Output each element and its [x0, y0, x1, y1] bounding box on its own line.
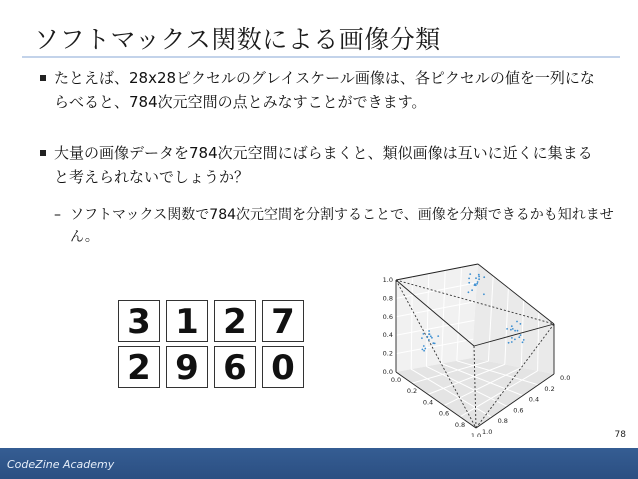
scatter-point	[422, 349, 424, 351]
scatter-point	[516, 321, 518, 323]
scatter-point	[478, 274, 480, 276]
scatter-point	[511, 337, 513, 339]
scatter-point	[429, 333, 431, 335]
digit-image	[118, 300, 160, 342]
bullet-square-icon	[40, 150, 46, 156]
x-tick-label: 1.0	[470, 432, 482, 437]
x-tick-label: 0.6	[438, 409, 450, 418]
scatter-point	[468, 291, 470, 293]
digit-label: 2	[127, 348, 151, 388]
sub-bullet-item	[54, 204, 614, 248]
scatter-point	[474, 284, 476, 286]
digit-image	[118, 346, 160, 388]
scatter-point	[522, 341, 524, 343]
digit-image	[214, 300, 256, 342]
digit-image	[214, 346, 256, 388]
scatter-point	[423, 345, 425, 347]
bullet-square-icon	[40, 75, 46, 81]
y-tick-label: 0.0	[382, 368, 393, 376]
scatter-point	[468, 282, 470, 284]
y-tick-label: 0.8	[382, 294, 393, 303]
digit-image	[262, 346, 304, 388]
scatter-point	[520, 323, 522, 325]
scatter-point	[469, 273, 471, 275]
z-tick-label: 0.2	[544, 384, 555, 393]
y-tick-label: 1.0	[382, 276, 393, 284]
sub-bullet-dash: –	[54, 207, 61, 223]
scatter-point	[476, 283, 478, 285]
bullet-item-1	[40, 66, 600, 114]
scatter-point	[478, 278, 480, 280]
scatter-point	[517, 330, 519, 332]
scatter-point	[471, 289, 473, 291]
digit-label: 2	[223, 302, 247, 342]
back-pane	[396, 264, 478, 372]
z-tick-label: 0.0	[560, 374, 571, 382]
scatter-point	[430, 335, 432, 337]
x-tick-label: 0.0	[390, 376, 402, 384]
page-number: 78	[614, 430, 626, 440]
scatter-point	[514, 339, 516, 341]
y-tick-label: 0.6	[382, 312, 393, 321]
digit-image	[262, 300, 304, 342]
scatter-point	[512, 328, 514, 330]
scatter-point	[510, 329, 512, 331]
bullet-text-2: 大量の画像データを784次元空間にばらまくと、類似画像は互いに近くに集まると考えられないでしょうか？	[54, 144, 593, 186]
footer-brand: CodeZine Academy	[7, 458, 115, 471]
scatter-point	[437, 335, 439, 337]
sub-bullet-text: ソフトマックス関数で784次元空間を分割することで、画像を分類できるかも知れません。	[70, 207, 614, 245]
scatter-point	[477, 281, 479, 283]
scatter-point	[431, 337, 433, 339]
scatter-point	[428, 330, 430, 332]
x-tick-label: 0.4	[422, 398, 434, 407]
scatter-point	[421, 337, 423, 339]
digit-label: 1	[175, 302, 199, 342]
scatter-point	[518, 336, 520, 338]
scatter-point	[478, 276, 480, 278]
y-tick-label: 0.4	[382, 331, 393, 340]
digit-label: 3	[127, 302, 151, 342]
z-tick-label: 1.0	[482, 428, 493, 436]
bullet-item-2	[40, 141, 600, 189]
scatter-point	[511, 341, 513, 343]
3d-scatter-plot	[366, 262, 596, 437]
scatter-point	[475, 277, 477, 279]
scatter-point	[511, 325, 513, 327]
scatter-point	[426, 336, 428, 338]
scatter-point	[483, 276, 485, 278]
slide-title: ソフトマックス関数による画像分類	[34, 25, 441, 54]
scatter-point	[423, 350, 425, 352]
x-tick-label: 0.8	[454, 420, 466, 429]
scatter-point	[483, 293, 485, 295]
scatter-point	[508, 342, 510, 344]
digit-label: 9	[175, 348, 199, 388]
right-pane	[472, 264, 554, 374]
digit-label: 7	[271, 302, 295, 342]
footer-bar	[0, 448, 638, 479]
scatter-point	[523, 339, 525, 341]
title-underline	[22, 56, 620, 58]
digit-label: 6	[223, 348, 247, 388]
digit-label: 0	[271, 348, 295, 388]
scatter-point	[424, 348, 426, 350]
z-tick-label: 0.6	[513, 406, 524, 415]
scatter-point	[506, 328, 508, 330]
scatter-point	[520, 334, 522, 336]
x-tick-label: 0.2	[406, 387, 418, 396]
scatter-point	[423, 333, 425, 335]
z-tick-label: 0.8	[497, 417, 508, 426]
digit-image	[166, 346, 208, 388]
digit-image	[166, 300, 208, 342]
scatter-point	[428, 339, 430, 341]
bullet-text-1: たとえば、28x28ピクセルのグレイスケール画像は、各ピクセルの値を一列にならべると、784次元空間の点とみなすことができます。	[54, 69, 595, 111]
scatter-point	[432, 342, 434, 344]
scatter-point	[468, 278, 470, 280]
scatter-point	[514, 330, 516, 332]
y-tick-label: 0.2	[382, 349, 393, 358]
z-tick-label: 0.4	[528, 395, 540, 404]
